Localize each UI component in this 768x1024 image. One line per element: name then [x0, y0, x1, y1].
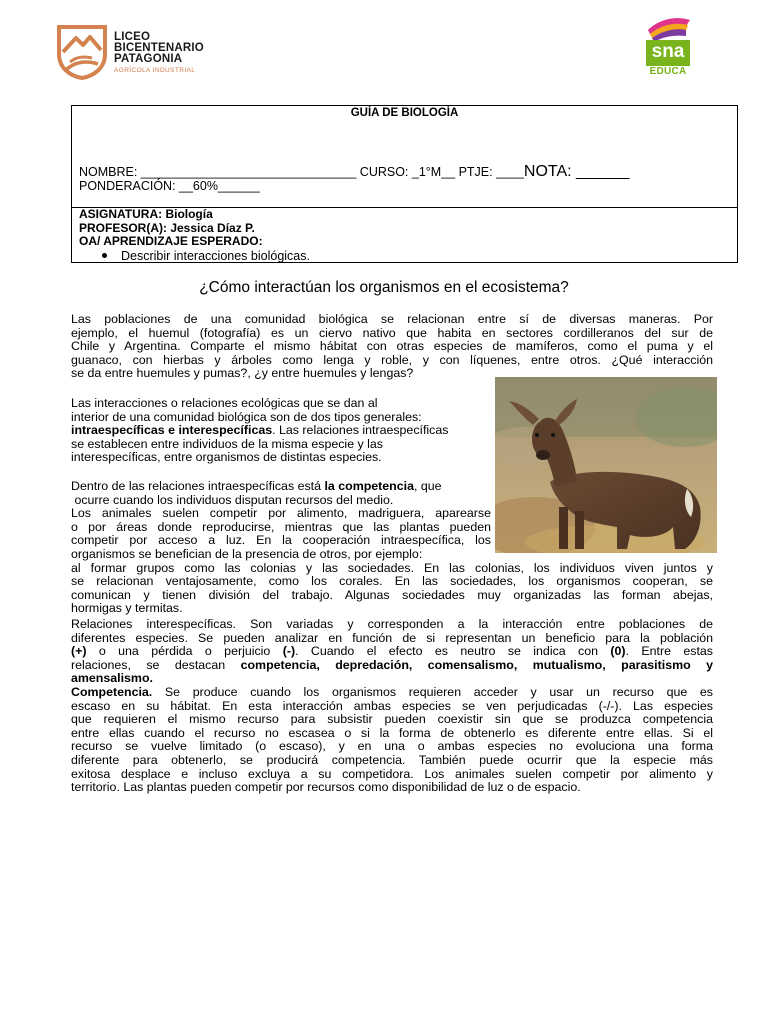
profesor: PROFESOR(A): Jessica Díaz P.: [79, 220, 255, 235]
course-info: [79, 208, 263, 249]
main-title: ¿Cómo interactúan los organismos en el ecosistema?: [199, 279, 569, 296]
bold-term: la competencia: [324, 479, 414, 493]
guide-title: GUÍA DE BIOLOGÍA: [350, 107, 459, 119]
text-line: Chile y Argentina. Comparte el mismo hábitat con otras especies de mamíferos, como el puma y el: [71, 339, 713, 354]
text-line: Las interacciones o relaciones ecológicas que se dan al: [71, 396, 378, 410]
school-subtitle: AGRÍCOLA INDUSTRIAL: [114, 67, 196, 74]
text-span: . Entre estas: [625, 644, 713, 659]
text-line: Los animales suelen competir por alimento, madriguera, aparearse: [71, 506, 491, 521]
text-line: interior de una comunidad biológica son de dos tipos generales:: [71, 409, 422, 424]
deer-image-icon: [495, 377, 717, 553]
text-line: interespecíficas, entre organismos de distintas especies.: [71, 450, 382, 465]
text-line: ejemplo, el huemul (fotografía) es un ciervo nativo que habita en sectores cordilleranos del sur de: [71, 325, 713, 340]
text-span: Se produce cuando los organismos requieren acceder y usar un recurso que es: [152, 685, 713, 699]
nota-field: NOTA: ______: [523, 163, 630, 180]
bold-term: intraespecíficas e interespecíficas: [71, 423, 273, 438]
text-line: guanaco, con hierbas y árboles como lenga y roble, y con líquenes, entre otros. ¿Qué interacción: [71, 352, 713, 367]
text-line: organismos se benefician de la presencia de otros, por ejemplo:: [71, 546, 423, 561]
oa-label: OA/ APRENDIZAJE ESPERADO:: [79, 234, 263, 248]
text-line: [71, 645, 713, 659]
text-line: que requieren el mismo recurso para subsistir pueden coexistir sin que se produzca competencia: [71, 712, 713, 727]
text-span: Dentro de las relaciones intraespecíficas está: [71, 479, 325, 493]
text-line: entre ellas cuando el recurso no escasea o si la forma de obtenerlo es diferente entre ellas. Si el: [71, 725, 713, 740]
educa-logo-text: EDUCA: [649, 66, 687, 77]
text-line: comunican y tienen división del trabajo. Algunas sociedades muy organizadas las forman abejas,: [71, 587, 713, 602]
text-span: o una pérdida o perjuicio: [86, 644, 283, 659]
symbol-zero: (0): [610, 644, 626, 659]
text-line: o por áreas donde reproducirse, mientras que las plantas pueden: [71, 519, 491, 534]
text-span: . Las relaciones intraespecíficas: [272, 423, 449, 438]
paragraph-types: [71, 397, 491, 465]
bullet-icon: [102, 253, 107, 258]
asignatura: ASIGNATURA: Biología: [79, 207, 213, 221]
text-line: se establecen entre individuos de la misma especie y las: [71, 436, 383, 451]
huemul-photo: [495, 377, 717, 553]
text-span: relaciones, se destacan: [71, 657, 241, 672]
text-line: escaso en su hábitat. En esta interacción ambas especies se ven perjudicadas (-/-). Las especies: [71, 698, 713, 713]
text-line: se da entre huemules y pumas?, ¿y entre huemules y lengas?: [71, 366, 414, 381]
paragraph-intro: [71, 313, 713, 381]
sna-educa-logo: [640, 16, 700, 80]
text-line: al formar grupos como las colonias y las sociedades. En las colonias, los individuos viven juntos y: [71, 560, 713, 575]
bold-term: competencia, depredación, comensalismo, mutualismo, parasitismo y: [240, 657, 713, 672]
ponderacion-line: PONDERACIÓN: __60%______: [79, 179, 260, 193]
objective-text: Describir interacciones biológicas.: [121, 249, 310, 263]
text-line: Las poblaciones de una comunidad biológica se relacionan entre sí de diversas maneras. Por: [71, 312, 713, 326]
text-line: ocurre cuando los individuos disputan recursos del medio.: [71, 492, 394, 507]
text-line: diferente para obtenerlo, se producirá competencia. También puede ocurrir que la especie más: [71, 752, 713, 767]
bold-term: Competencia.: [71, 685, 153, 699]
paragraph-interspecific: [71, 618, 713, 686]
sna-logo-text: sna: [651, 41, 685, 62]
school-name-line1: LICEO: [114, 31, 151, 43]
symbol-plus: (+): [71, 644, 87, 659]
symbol-minus: (-): [282, 644, 296, 659]
school-emblem-icon: [56, 24, 108, 80]
school-logo: [56, 24, 246, 84]
text-line: hormigas y termitas.: [71, 601, 183, 616]
text-line: diferentes especies. Se pueden analizar en función de si representan un beneficio para la población: [71, 630, 713, 645]
text-line: se relacionan ventajosamente, como los corales. En las sociedades, los organismos cooperan, se: [71, 574, 713, 589]
text-line: [71, 686, 713, 700]
guide-header-box: [71, 105, 738, 263]
school-name-line2: BICENTENARIO: [114, 42, 204, 54]
text-line: [71, 424, 491, 438]
text-line: competir por acceso a luz. En la cooperación intraespecífica, los: [71, 533, 491, 548]
text-line: [71, 672, 713, 686]
text-span: , que: [413, 479, 442, 493]
nombre-curso-ptje: NOMBRE: _______________________________ CURSO: _1°M__ PTJE: ____: [79, 165, 524, 179]
objective-item: [102, 249, 310, 263]
text-line: recurso se vuelve limitado (o escaso), y en una o ambas especies no evoluciona una forma: [71, 739, 713, 754]
bold-term: amensalismo.: [71, 671, 153, 686]
school-name-line3: PATAGONIA: [114, 53, 183, 65]
paragraph-competition: [71, 686, 713, 795]
text-line: [71, 659, 713, 673]
text-line: territorio. Las plantas pueden competir por recursos como disponibilidad de luz o de espacio.: [71, 780, 581, 795]
text-line: exitosa desplace e incluso excluya a su competidora. Los animales suelen competir por alimento y: [71, 766, 713, 781]
text-span: . Cuando el efecto es neutro se indica con: [295, 644, 611, 659]
text-line: Relaciones interespecíficas. Son variadas y corresponden a la interacción entre poblaciones de: [71, 617, 713, 631]
text-line: [71, 480, 491, 494]
